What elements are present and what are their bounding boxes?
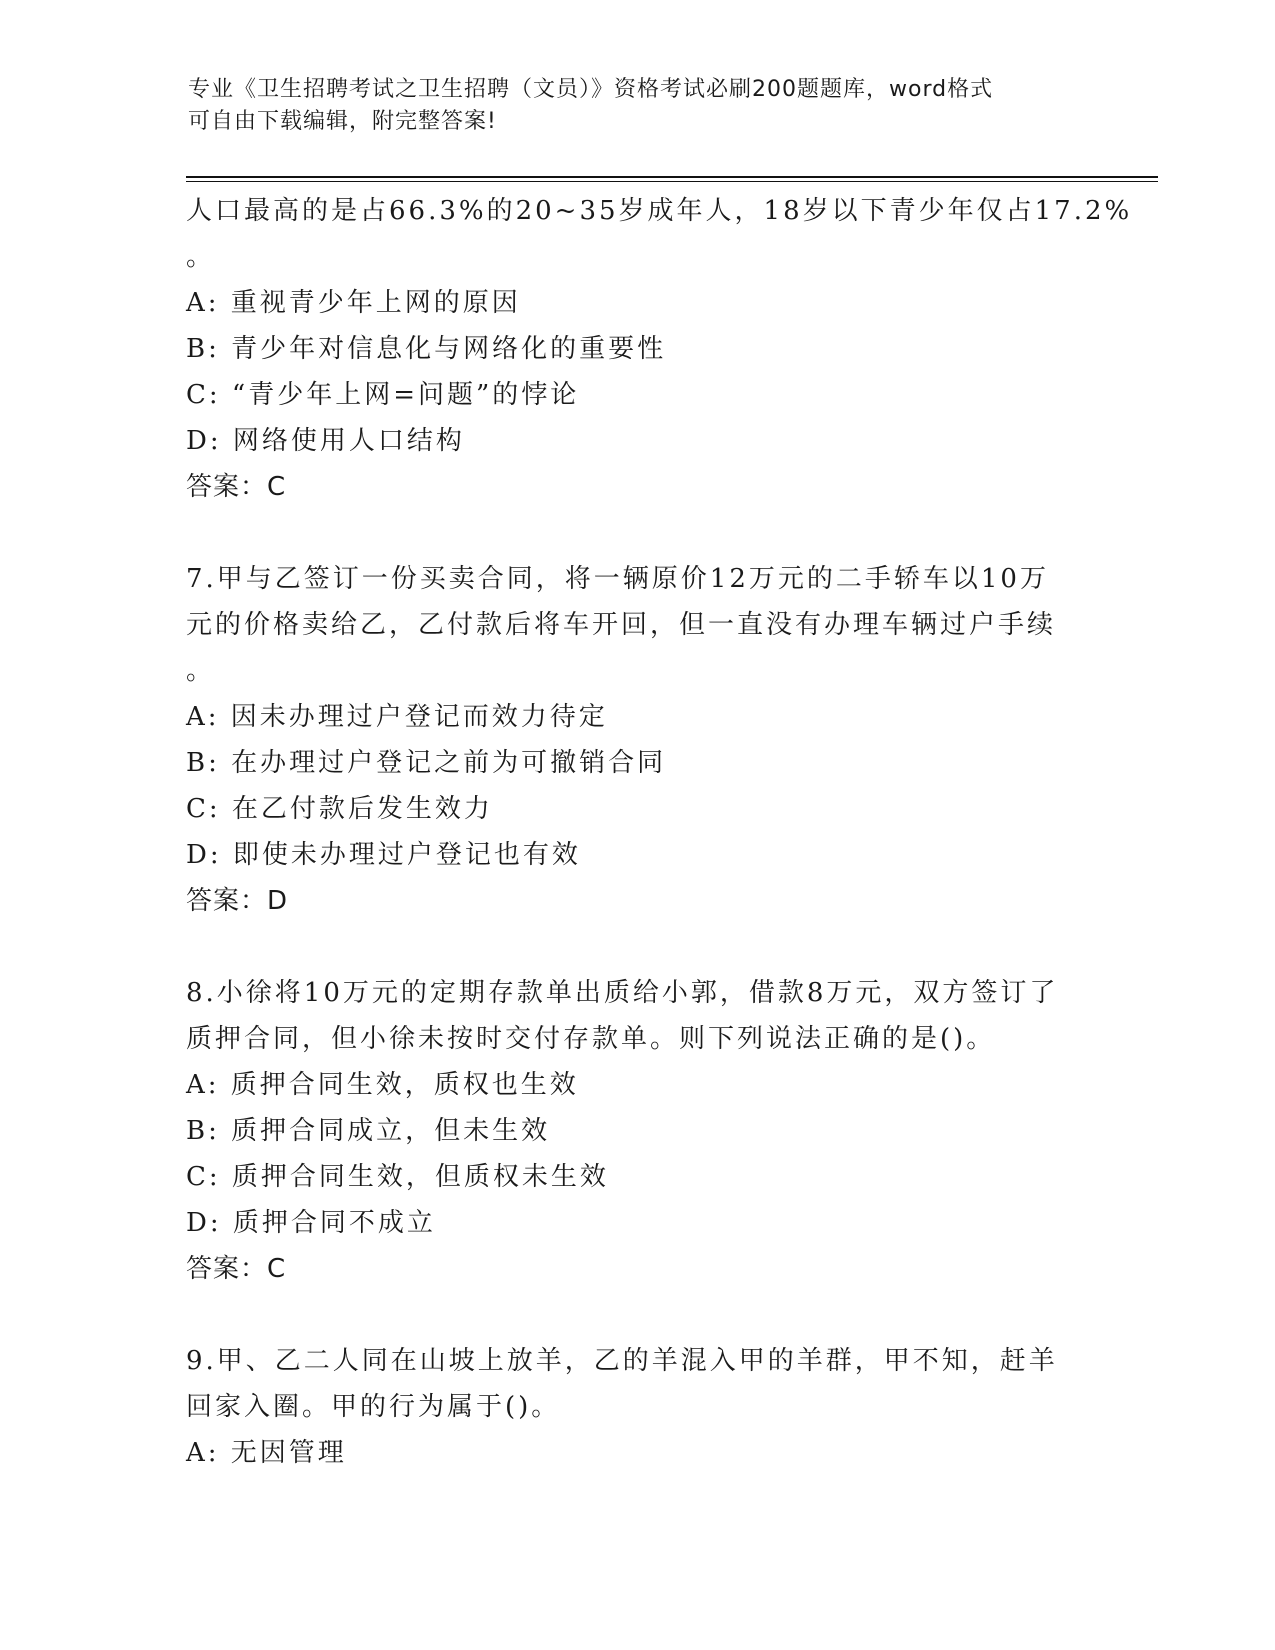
question-7 (186, 556, 1086, 924)
question-stem-line: 7.甲与乙签订一份买卖合同，将一辆原价12万元的二手轿车以10万 (186, 564, 1049, 594)
option-c: C: 在乙付款后发生效力 (186, 794, 493, 824)
question-stem-line: 回家入圈。甲的行为属于()。 (186, 1392, 561, 1422)
document-header (188, 74, 1068, 138)
question-stem-line: 质押合同，但小徐未按时交付存款单。则下列说法正确的是()。 (186, 1024, 996, 1054)
answer-line: 答案：C (186, 1254, 287, 1284)
option-b: B: 质押合同成立，但未生效 (186, 1116, 551, 1146)
option-c: C: 质押合同生效，但质权未生效 (186, 1162, 609, 1192)
option-d: D: 质押合同不成立 (186, 1208, 436, 1238)
header-rule-thick (186, 176, 1158, 178)
question-stem-line: 。 (186, 656, 216, 686)
spacer (186, 1292, 1086, 1338)
header-rule-thin (186, 181, 1158, 182)
document-body (186, 188, 1133, 1476)
option-a: A: 无因管理 (186, 1438, 347, 1468)
option-a: A: 重视青少年上网的原因 (186, 288, 521, 318)
question-stem-line: 8.小徐将10万元的定期存款单出质给小郭，借款8万元，双方签订了 (186, 978, 1059, 1008)
option-b: B: 在办理过户登记之前为可撤销合同 (186, 748, 667, 778)
question-8 (186, 970, 1086, 1292)
answer-line: 答案：D (186, 886, 289, 916)
option-b: B: 青少年对信息化与网络化的重要性 (186, 334, 667, 364)
header-line-1: 专业《卫生招聘考试之卫生招聘（文员）》资格考试必刷200题题库，word格式 (188, 77, 994, 102)
option-d: D: 即使未办理过户登记也有效 (186, 840, 581, 870)
question-6-continued (186, 188, 1133, 510)
question-stem-line: 9.甲、乙二人同在山坡上放羊，乙的羊混入甲的羊群，甲不知，赶羊 (186, 1346, 1058, 1376)
question-stem-line: 人口最高的是占66.3%的20~35岁成年人，18岁以下青少年仅占17.2% (186, 196, 1133, 226)
answer-line: 答案：C (186, 472, 287, 502)
spacer (186, 924, 1086, 970)
option-a: A: 因未办理过户登记而效力待定 (186, 702, 608, 732)
spacer (186, 510, 1086, 556)
question-stem-line: 元的价格卖给乙，乙付款后将车开回，但一直没有办理车辆过户手续 (186, 610, 1057, 640)
option-c: C: “青少年上网=问题”的悖论 (186, 380, 580, 410)
option-d: D: 网络使用人口结构 (186, 426, 465, 456)
header-line-2: 可自由下载编辑，附完整答案! (188, 109, 497, 134)
question-9 (186, 1338, 1086, 1476)
question-stem-line: 。 (186, 242, 216, 272)
option-a: A: 质押合同生效，质权也生效 (186, 1070, 579, 1100)
